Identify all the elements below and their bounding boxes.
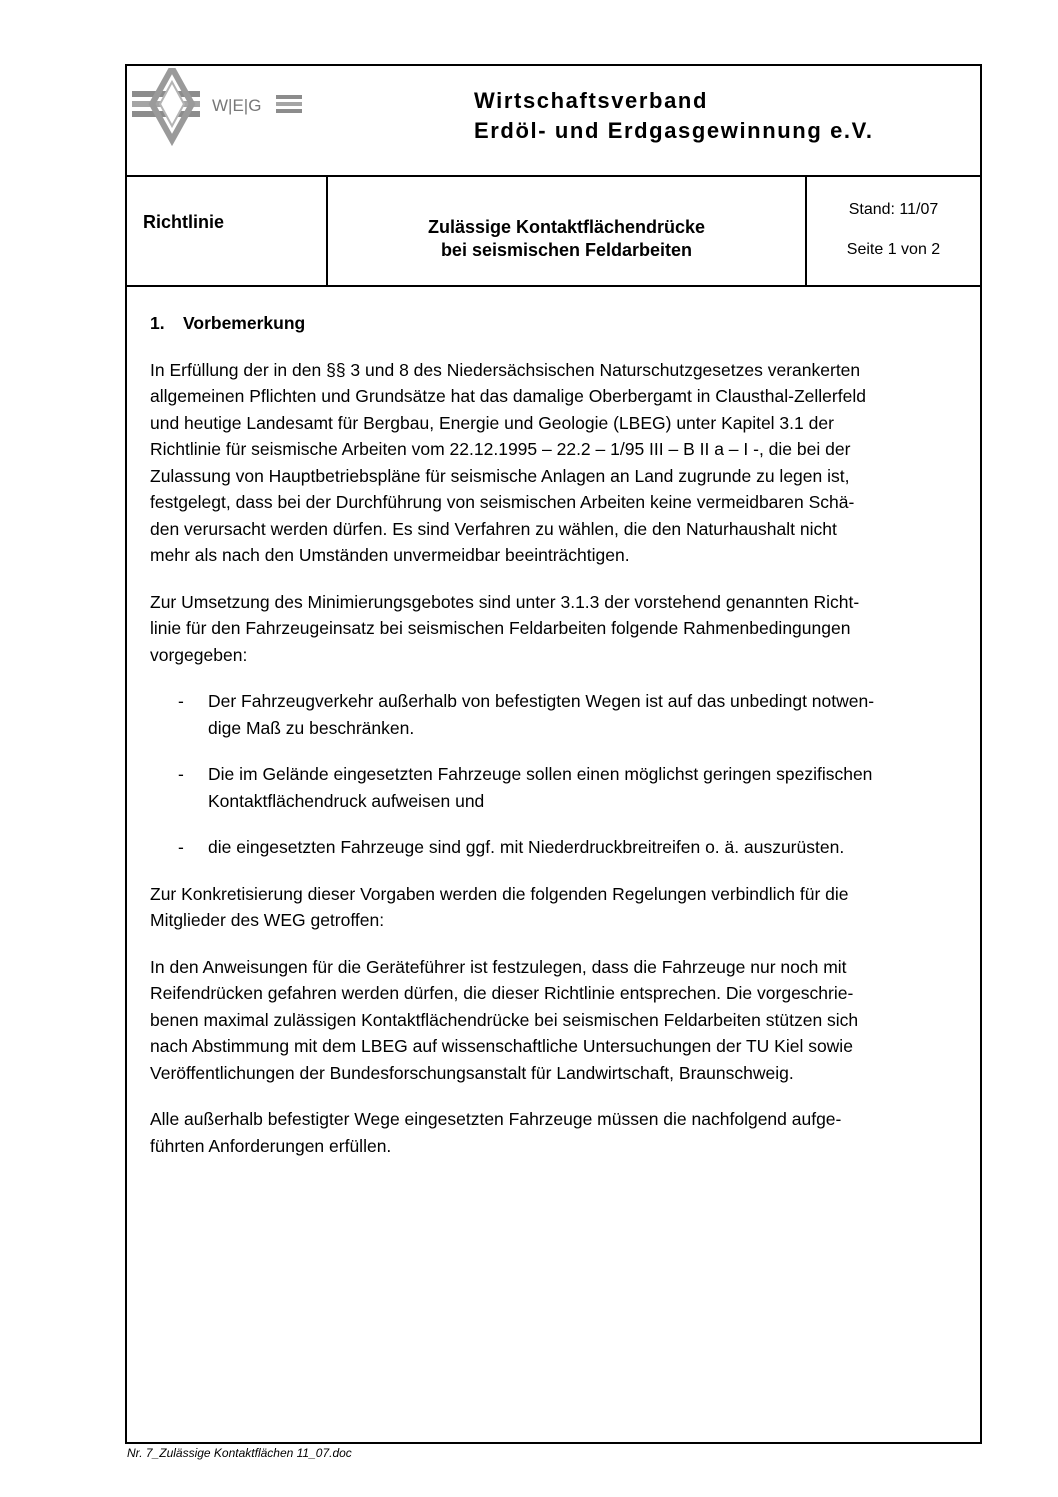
title-row <box>127 177 980 287</box>
bullet-line: Kontaktflächendruck aufweisen und <box>208 790 485 811</box>
paragraph-line: festgelegt, dass bei der Durchführung von seismischen Arbeiten keine vermeidbaren Schä- <box>150 492 855 512</box>
paragraph-line: benen maximal zulässigen Kontaktflächendrücke bei seismischen Feldarbeiten stützen sich <box>150 1009 859 1030</box>
doc-title-line2: bei seismischen Feldarbeiten <box>440 240 693 260</box>
section-heading <box>150 310 960 337</box>
section-number: 1. <box>150 313 165 333</box>
paragraph-line: den verursacht werden dürfen. Es sind Verfahren zu wählen, die den Naturhaushalt nicht <box>150 518 837 539</box>
paragraph-line: führten Anforderungen erfüllen. <box>150 1135 392 1156</box>
paragraph <box>150 357 960 569</box>
weg-logo <box>130 68 310 148</box>
bullet-item <box>150 688 960 741</box>
paragraph-line: Alle außerhalb befestigter Wege eingesetzten Fahrzeuge müssen die nachfolgend aufge- <box>150 1109 842 1129</box>
paragraph-line: Zulassung von Hauptbetriebspläne für seismische Anlagen an Land zugrunde zu legen ist, <box>150 465 850 486</box>
paragraph-line: In Erfüllung der in den §§ 3 und 8 des Niedersächsischen Naturschutzgesetzes verankerten <box>150 359 861 380</box>
footer-filename: Nr. 7_Zulässige Kontaktflächen 11_07.doc <box>127 1446 352 1460</box>
paragraph-line: linie für den Fahrzeugeinsatz bei seismischen Feldarbeiten folgende Rahmenbedingungen <box>150 618 851 638</box>
paragraph-line: Reifendrücken gefahren werden dürfen, die dieser Richtlinie entsprechen. Die vorgeschrie- <box>150 983 854 1003</box>
paragraph-line: Zur Umsetzung des Minimierungsgebotes sind unter 3.1.3 der vorstehend genannten Richt- <box>150 591 860 612</box>
paragraph-line: Richtlinie für seismische Arbeiten vom 22.12.1995 – 22.2 – 1/95 III – B II a – I -, die bei der <box>150 439 851 459</box>
letterhead <box>127 66 980 177</box>
bullet-dash: - <box>178 691 184 711</box>
paragraph-line: Mitglieder des WEG getroffen: <box>150 910 385 930</box>
bullet-dash: - <box>178 764 184 784</box>
bullet-dash: - <box>178 837 184 857</box>
doc-stand: Stand: 11/07 <box>848 201 939 218</box>
doc-title-cell <box>328 177 807 285</box>
bullet-item <box>150 761 960 814</box>
paragraph-line: und heutige Landesamt für Bergbau, Energie und Geologie (LBEG) unter Kapitel 3.1 der <box>150 412 834 433</box>
paragraph-line: allgemeinen Pflichten und Grundsätze hat das damalige Oberbergamt in Clausthal-Zellerfeld <box>150 386 866 406</box>
doc-title-line1: Zulässige Kontaktflächendrücke <box>427 217 706 237</box>
section-title: Vorbemerkung <box>183 313 306 333</box>
paragraph-line: nach Abstimmung mit dem LBEG auf wissenschaftliche Untersuchungen der TU Kiel sowie <box>150 1036 853 1056</box>
doc-type-label: Richtlinie <box>143 212 225 232</box>
doc-type-cell <box>127 177 328 285</box>
paragraph-line: In den Anweisungen für die Geräteführer ist festzulegen, dass die Fahrzeuge nur noch mit <box>150 956 847 977</box>
paragraph <box>150 954 960 1087</box>
bullet-line: dige Maß zu beschränken. <box>208 717 415 738</box>
doc-page-number: Seite 1 von 2 <box>846 241 941 258</box>
paragraph <box>150 1106 960 1159</box>
logo-text: W|E|G <box>212 96 262 115</box>
paragraph-line: mehr als nach den Umständen unvermeidbar beeinträchtigen. <box>150 545 630 565</box>
document-body <box>150 310 960 1179</box>
paragraph-line: vorgegeben: <box>150 644 248 665</box>
paragraph-line: Veröffentlichungen der Bundesforschungsanstalt für Landwirtschaft, Braunschweig. <box>150 1062 794 1083</box>
paragraph <box>150 589 960 669</box>
paragraph <box>150 881 960 934</box>
doc-meta-cell <box>807 177 980 285</box>
bullet-line: die eingesetzten Fahrzeuge sind ggf. mit Niederdruckbreitreifen o. ä. auszurüsten. <box>208 837 845 857</box>
bullet-item <box>150 834 960 861</box>
bullet-line: Die im Gelände eingesetzten Fahrzeuge sollen einen möglichst geringen spezifischen <box>208 764 873 784</box>
org-name-line1: Wirtschaftsverband <box>474 88 708 113</box>
document-frame <box>125 64 982 1444</box>
bullet-line: Der Fahrzeugverkehr außerhalb von befestigten Wegen ist auf das unbedingt notwen- <box>208 691 875 711</box>
org-name-line2: Erdöl- und Erdgasgewinnung e.V. <box>474 118 874 143</box>
paragraph-line: Zur Konkretisierung dieser Vorgaben werden die folgenden Regelungen verbindlich für die <box>150 883 849 904</box>
